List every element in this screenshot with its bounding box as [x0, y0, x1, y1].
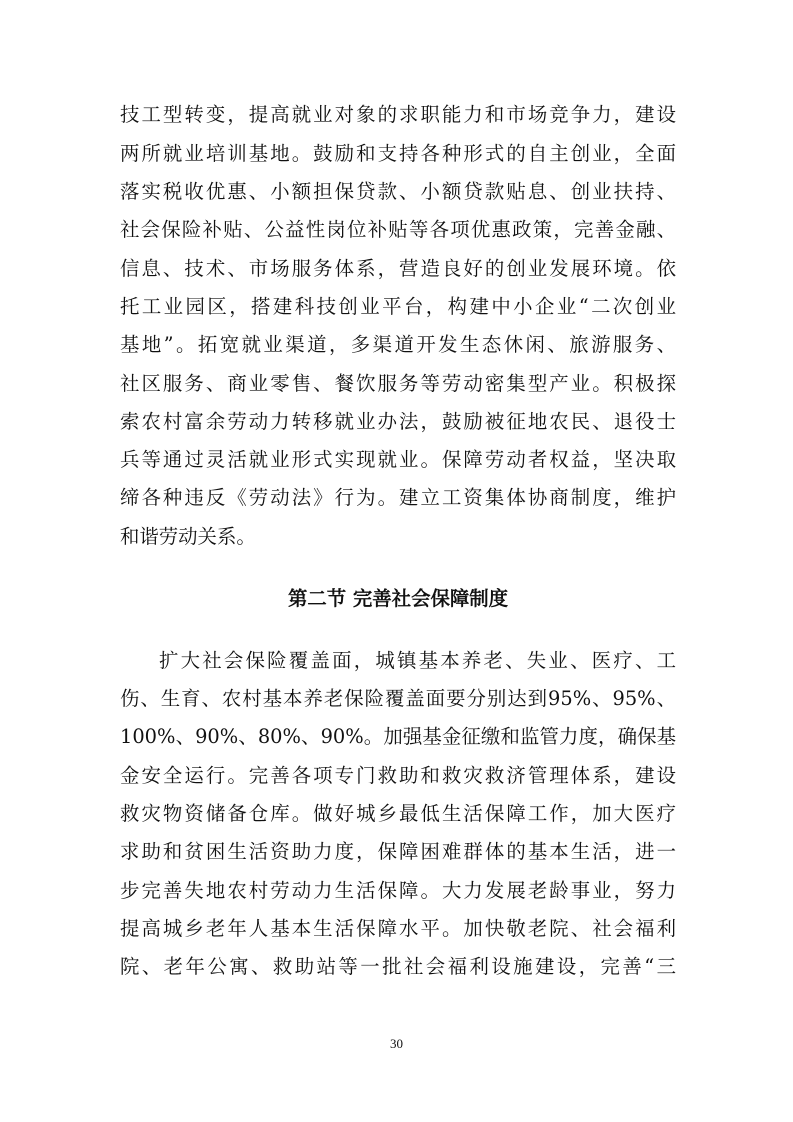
text-line: 技工型转变，提高就业对象的求职能力和市场竞争力，建设	[120, 104, 676, 126]
text-line: 信息、技术、市场服务体系，营造良好的创业发展环境。依	[120, 258, 676, 280]
text-line: 100%、90%、80%、90%。加强基金征缴和监管力度，确保基	[120, 726, 676, 748]
text-line: 索农村富余劳动力转移就业办法，鼓励被征地农民、退役士	[120, 411, 676, 433]
text-line: 落实税收优惠、小额担保贷款、小额贷款贴息、创业扶持、	[120, 181, 676, 203]
text-line: 救灾物资储备仓库。做好城乡最低生活保障工作，加大医疗	[120, 803, 676, 825]
text-line: 扩大社会保险覆盖面，城镇基本养老、失业、医疗、工	[159, 650, 676, 672]
text-line: 院、老年公寓、救助站等一批社会福利设施建设，完善“三	[120, 956, 676, 978]
text-line: 基地”。拓宽就业渠道，多渠道开发生态休闲、旅游服务、	[120, 334, 676, 356]
text-line: 社区服务、商业零售、餐饮服务等劳动密集型产业。积极探	[120, 373, 676, 395]
text-line: 伤、生育、农村基本养老保险覆盖面要分别达到95%、95%、	[120, 688, 676, 710]
text-line: 两所就业培训基地。鼓励和支持各种形式的自主创业，全面	[120, 143, 676, 165]
text-line: 兵等通过灵活就业形式实现就业。保障劳动者权益，坚决取	[120, 449, 676, 471]
section-heading: 第二节 完善社会保障制度	[287, 587, 509, 610]
text-line: 社会保险补贴、公益性岗位补贴等各项优惠政策，完善金融、	[120, 219, 676, 241]
text-line: 提高城乡老年人基本生活保障水平。加快敬老院、社会福利	[120, 918, 676, 940]
text-line: 和谐劳动关系。	[120, 526, 256, 548]
text-line: 托工业园区，搭建科技创业平台，构建中小企业“二次创业	[120, 296, 676, 318]
text-line: 步完善失地农村劳动力生活保障。大力发展老龄事业，努力	[120, 880, 676, 902]
text-line: 求助和贫困生活资助力度，保障困难群体的基本生活，进一	[120, 841, 676, 863]
page-number: 30	[390, 1036, 403, 1051]
text-line: 缔各种违反《劳动法》行为。建立工资集体协商制度，维护	[120, 487, 676, 509]
text-line: 金安全运行。完善各项专门救助和救灾救济管理体系，建设	[120, 765, 676, 787]
